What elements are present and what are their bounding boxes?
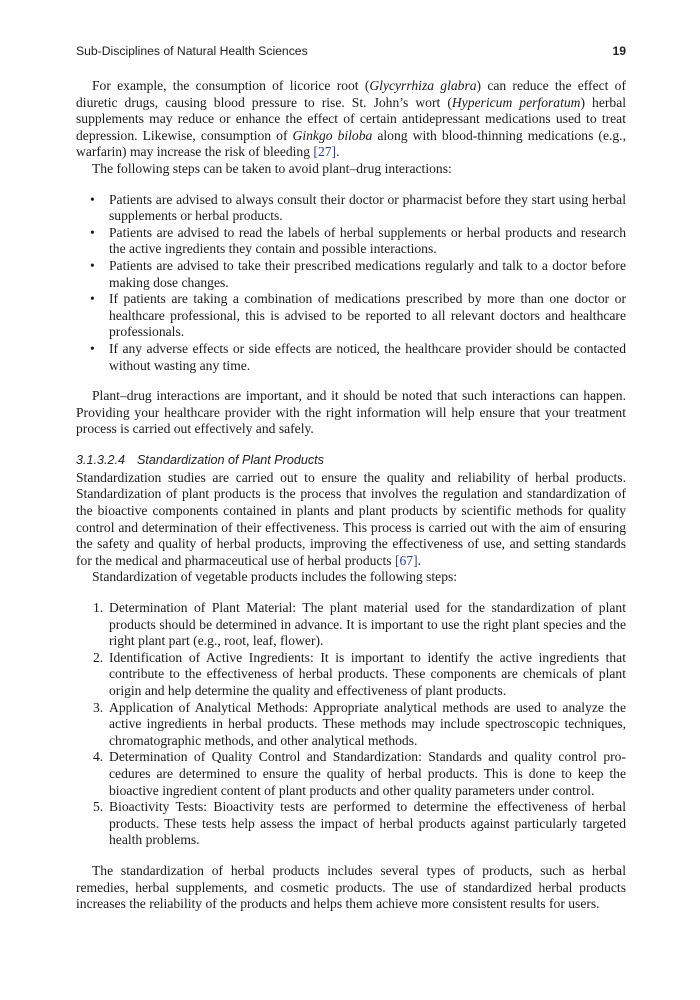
- list-item-text: Application of Analytical Methods: Appropriate analytical methods are used to analyze the active ingredients in herbal products. These methods may include spectroscopic techniques, chromatographic methods, and other analytical methods.: [109, 699, 626, 748]
- section-title: Standardization of Plant Products: [137, 452, 324, 467]
- list-number: 3.: [93, 699, 104, 715]
- list-number: 1.: [93, 600, 104, 616]
- list-item-text: Determination of Quality Control and Standardization: Standards and quality control procedures are determined to ensure the quality of herbal products. This is done to keep the bioactive ingredient content of plant products and other quality parameters under control.: [109, 749, 626, 798]
- list-item: [76, 225, 626, 258]
- text-run: ) can reduce the effect of diuretic drugs, causing blood pressure to rise. St. John’s wort (: [76, 78, 626, 110]
- page-content: [76, 44, 626, 913]
- page-number: 19: [612, 44, 626, 58]
- species-name: Glycyrrhiza glabra: [369, 78, 477, 93]
- citation-link[interactable]: [67]: [394, 552, 418, 568]
- bullet-icon: •: [90, 257, 95, 273]
- list-item-text: Patients are advised to take their prescribed medications regularly and talk to a doctor before making dose changes.: [109, 257, 626, 290]
- list-item-text: Determination of Plant Material: The plant material used for the standardization of plant products should be determined in advance. It is important to use the right plant species and the right plant part (e.g., root, leaf, flower).: [109, 600, 626, 649]
- steps-lead-paragraph: The following steps can be taken to avoid plant–drug interactions:: [92, 160, 452, 176]
- list-number: 5.: [93, 799, 104, 815]
- closing-paragraph: The standardization of herbal products includes several types of products, such as herbal remedies, herbal supplements, and cosmetic products. The use of standardized herbal products increases the reliability of the products and helps them achieve more consistent results for users.: [76, 862, 626, 912]
- bullet-icon: •: [90, 340, 95, 356]
- list-item-text: If patients are taking a combination of medications prescribed by more than one doctor or healthcare professional, this is advised to be reported to all relevant doctors and healthcare professionals.: [109, 291, 626, 340]
- bullet-icon: •: [90, 224, 95, 240]
- text-run: .: [417, 552, 422, 568]
- list-item: [76, 650, 626, 700]
- bullet-icon: •: [90, 191, 95, 207]
- list-item-text: If any adverse effects or side effects are noticed, the healthcare provider should be contacted without wasting any time.: [109, 340, 626, 373]
- text-run: Standardization studies are carried out to ensure the quality and reliability of herbal products. Standardization of plant products is the process that involves the regulation and standardization of the bioactive components contained in plants and plant products by scientific methods for quality control and determination of their effectiveness. This process is carried out with the aim of ensuring the safety and quality of herbal products, improving the effectiveness of use, and setting standards for the medical and pharmaceutical use of herbal products: [76, 469, 626, 568]
- species-name: Hypericum perforatum: [451, 94, 581, 110]
- list-item: [76, 600, 626, 650]
- list-item-text: Patients are advised to always consult their doctor or pharmacist before they start using herbal supplements or herbal products.: [109, 191, 626, 224]
- section-heading: [76, 452, 626, 468]
- list-item: [76, 700, 626, 750]
- list-item-text: Identification of Active Ingredients: It is important to identify the active ingredients that contribute to the effectiveness of herbal products. These components are chemicals of plant origin and help determine the quality and effectiveness of plant products.: [109, 649, 626, 698]
- text-run: .: [336, 144, 340, 160]
- text-run: For example, the consumption of licorice root (: [92, 78, 370, 93]
- intro-paragraph: [76, 78, 626, 161]
- standardization-paragraph: [76, 470, 626, 570]
- list-number: 4.: [93, 749, 104, 765]
- list-item: [76, 291, 626, 341]
- species-name: Ginkgo biloba: [292, 127, 373, 143]
- running-header: [76, 44, 626, 58]
- section-number: 3.1.3.2.4: [76, 452, 126, 467]
- citation-link[interactable]: [27]: [313, 144, 337, 160]
- list-item: [76, 749, 626, 799]
- interaction-bullet-list: [76, 192, 626, 375]
- bullet-icon: •: [90, 291, 95, 307]
- list-item-text: Bioactivity Tests: Bioactivity tests are performed to determine the effectiveness of herbal products. These tests help assess the impact of herbal products against particularly targeted health problems.: [109, 799, 626, 848]
- list-item: [76, 192, 626, 225]
- text-run: along with blood-thinning medications (e.g., warfarin) may increase the risk of bleeding: [76, 127, 626, 160]
- standardization-step-list: [76, 600, 626, 849]
- running-title: Sub-Disciplines of Natural Health Sciences: [76, 44, 308, 58]
- list-item: [76, 341, 626, 374]
- standardization-steps-lead: Standardization of vegetable products includes the following steps:: [92, 569, 458, 585]
- text-run: ) herbal supplements may reduce or enhance the effect of certain antidepressant medications used to treat depression. Likewise, consumption of: [76, 94, 627, 143]
- list-item: [76, 258, 626, 291]
- interactions-summary-paragraph: Plant–drug interactions are important, and it should be noted that such interactions can happen. Providing your healthcare provider with the right information will help ensure that your treatment process is carried out effectively and safely.: [76, 388, 626, 437]
- list-number: 2.: [93, 649, 104, 665]
- list-item-text: Patients are advised to read the labels of herbal supplements or herbal products and research the active ingredients they contain and possible interactions.: [109, 224, 626, 257]
- list-item: [76, 799, 626, 849]
